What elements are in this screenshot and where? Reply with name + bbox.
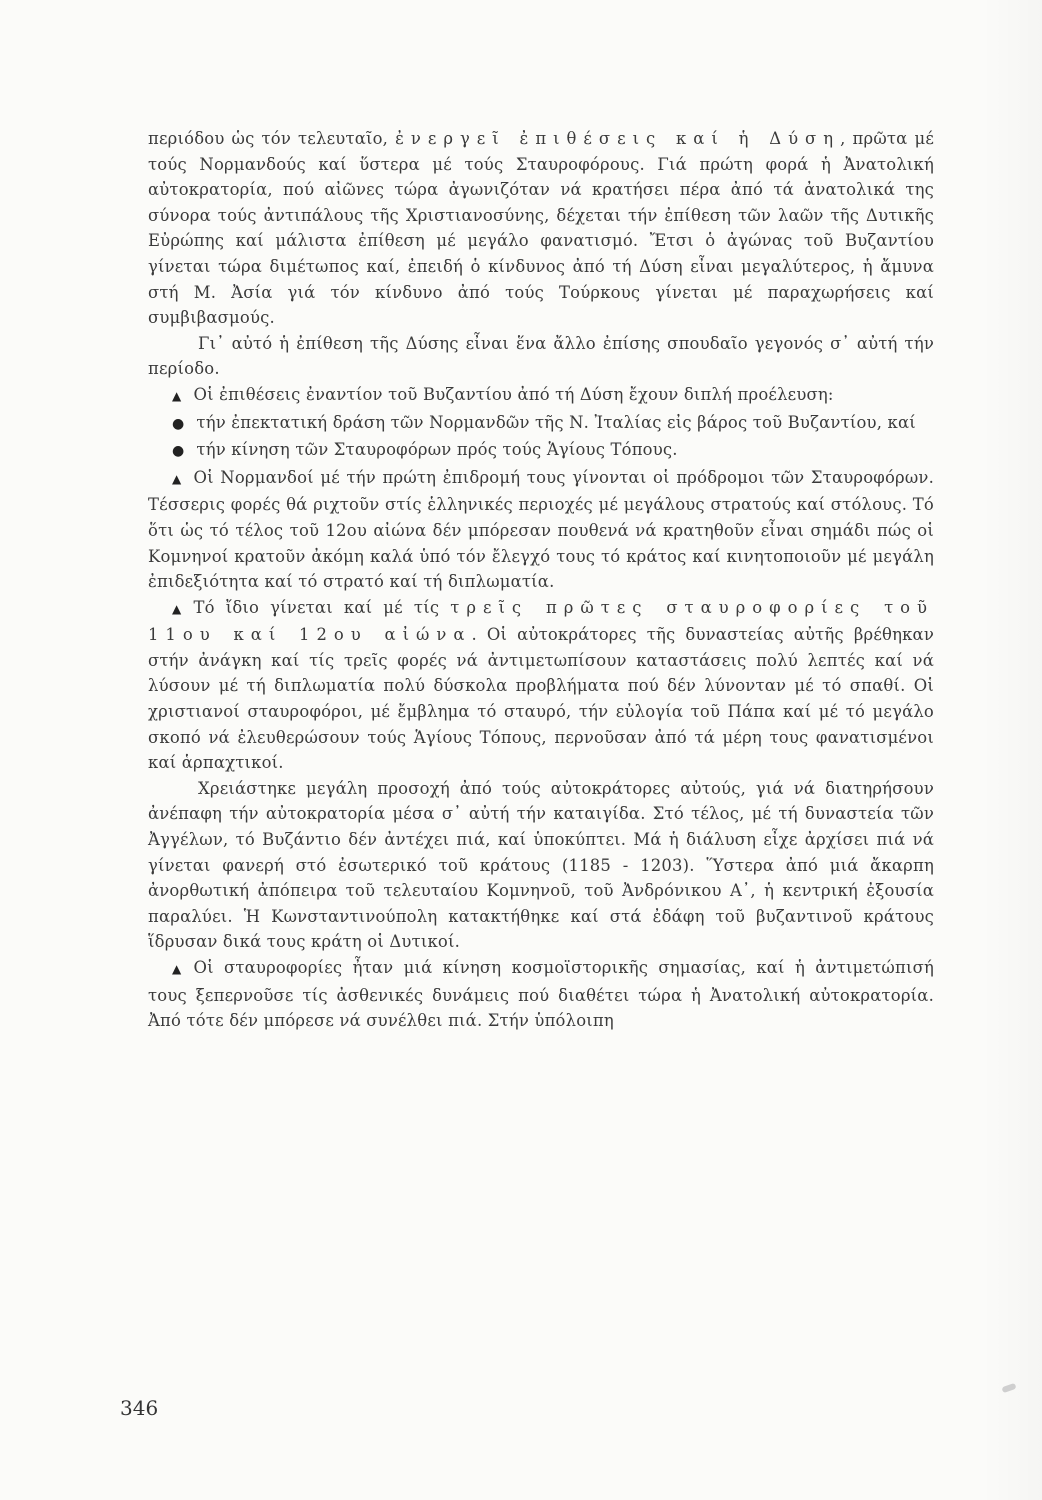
bullet-normans: ● τήν ἐπεκτατική δράση τῶν Νορμανδῶν τῆς Ν. Ἰταλίας εἰς βάρος τοῦ Βυζαντίου, καί (148, 410, 934, 438)
spaced-emphasis: ἐνεργεῖ ἐπιθέσεις καί ἡ Δύση (395, 129, 841, 148)
spaced-emphasis: τρεῖς πρῶτες σταυροφορίες τοῦ 11ου καί 12ου αἰώνα (148, 597, 934, 645)
paragraph-angeloi: Χρειάστηκε μεγάλη προσοχή ἀπό τούς αὐτοκράτορες αὐτούς, γιά νά διατηρήσουν ἀνέπαφη τήν αὐτοκρατορία μέσα σ᾿ αὐτή τήν καταιγίδα. Στό τέλος, μέ τή δυναστεία τῶν Ἀγγέλων, τό Βυζάντιο δέν ἀντέχει πιά, καί ὑποκύπτει. Μά ἡ διάλυση εἶχε ἀρχίσει πιά νά γίνεται φανερή στό ἐσωτερικό τοῦ κράτους (1185 - 1203). Ὕστερα ἀπό μιά ἄκαρπη ἀνορθωτική ἀπόπειρα τοῦ τελευταίου Κομνηνοῦ, τοῦ Ἀνδρόνικου Α᾿, ἡ κεντρική ἐξουσία παραλύει. Ἡ Κωνσταντινούπολη κατακτήθηκε καί στά ἐδάφη τοῦ βυζαντινοῦ κράτους ἵδρυσαν δικά τους κράτη οἱ Δυτικοί. (148, 778, 934, 952)
paragraph-intro (148, 126, 934, 331)
text-run: Τό ἴδιο γίνεται καί μέ τίς (193, 597, 451, 617)
text-run: περιόδου ὡς τόν τελευταῖο, (148, 129, 396, 148)
text-run: . Οἱ αὐτοκράτορες τῆς δυναστείας αὐτῆς βρέθηκαν στήν ἀνάγκη καί τίς τρεῖς φορές νά ἀντιμετωπίσουν καταστάσεις πολύ λεπτές καί νά λύσουν μέ τή διπλωματία πολύ δύσκολα προβλήματα πού δέν λύνονταν μέ τό σπαθί. Οἱ χριστιανοί σταυροφόροι, μέ ἔμβλημα τό σταυρό, τήν εὐλογία τοῦ Πάπα καί μέ τό μεγάλο σκοπό νά ἐλευθερώσουν τούς Ἁγίους Τόπους, περνοῦσαν ἀπό τά μέρη τους φανατισμένοι καί ἁρπαχτικοί. (148, 625, 934, 773)
paragraph-crusades-significance: ▲ Οἱ σταυροφορίες ἦταν μιά κίνηση κοσμοϊστορικῆς σημασίας, καί ἡ ἀντιμετώπισή τους ξεπερνοῦσε τίς ἀσθενικές δυνάμεις πού διαθέτει τώρα ἡ Ἀνατολική αὐτοκρατορία. Ἀπό τότε δέν μπόρεσε νά συνέλθει πιά. Στήν ὑπόλοιπη (148, 955, 934, 1034)
body-text (148, 126, 934, 1034)
paragraph-double-origin: ▲ Οἱ ἐπιθέσεις ἐναντίον τοῦ Βυζαντίου ἀπό τή Δύση ἔχουν διπλή προέλευση: (148, 382, 934, 410)
page-edge-shadow (982, 0, 1042, 1500)
paragraph-normans: ▲ Οἱ Νορμανδοί μέ τήν πρώτη ἐπιδρομή τους γίνονται οἱ πρόδρομοι τῶν Σταυροφόρων. Τέσσερις φορές θά ριχτοῦν στίς ἑλληνικές περιοχές μέ μεγάλους στρατούς καί στόλους. Τό ὅτι ὡς τό τέλος τοῦ 12ου αἰώνα δέν μπόρεσαν πουθενά νά κρατηθοῦν εἶναι σημάδι πώς οἱ Κομνηνοί κρατοῦν ἀκόμη καλά ὑπό τόν ἔλεγχό τους τό κράτος καί κινητοποιοῦν μέ μεγάλη ἐπιδεξιότητα καί τό στρατό καί τή διπλωματία. (148, 465, 934, 595)
page-number: 346 (120, 1396, 159, 1420)
bullet-crusaders: ● τήν κίνηση τῶν Σταυροφόρων πρός τούς Ἁγίους Τόπους. (148, 437, 934, 465)
paragraph-three-crusades (148, 595, 934, 776)
text-run: , πρῶτα μέ τούς Νορμανδούς καί ὕστερα μέ τούς Σταυροφόρους. Γιά πρώτη φορά ἡ Ἀνατολική αὐτοκρατορία, πού αἰῶνες τώρα ἀγωνιζόταν νά κρατήσει πέρα ἀπό τά ἀνατολικά της σύνορα τούς ἀντιπάλους τῆς Χριστιανοσύνης, δέχεται τήν ἐπίθεση τῶν λαῶν τῆς Δυτικῆς Εὐρώπης καί μάλιστα ἐπίθεση μέ μεγάλο φανατισμό. Ἔτσι ὁ ἀγώνας τοῦ Βυζαντίου γίνεται τώρα διμέτωπος καί, ἐπειδή ὁ κίνδυνος ἀπό τή Δύση εἶναι μεγαλύτερος, ἡ ἄμυνα στή Μ. Ἀσία γιά τόν κίνδυνο ἀπό τούς Τούρκους γίνεται μέ παραχωρήσεις καί συμβιβασμούς. (148, 129, 935, 328)
paragraph-west-attack: Γι᾿ αὐτό ἡ ἐπίθεση τῆς Δύσης εἶναι ἕνα ἄλλο ἐπίσης σπουδαῖο γεγονός σ᾿ αὐτή τήν περίοδο. (148, 333, 934, 379)
